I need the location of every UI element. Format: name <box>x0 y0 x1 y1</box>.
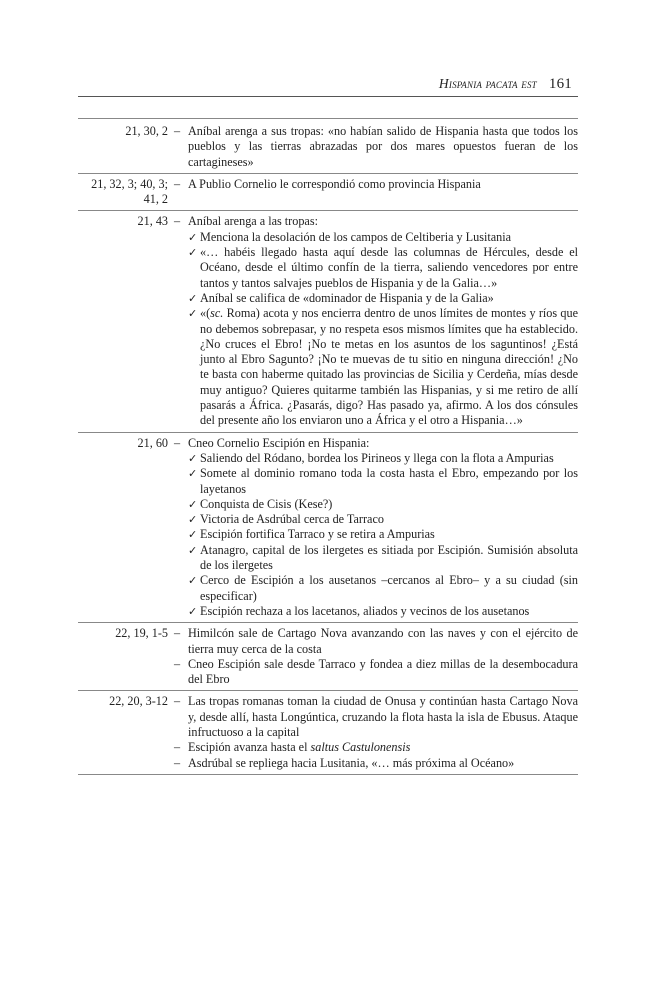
entry-text-run: Escipión rechaza a los lacetanos, aliados y vecinos de los ausetanos <box>200 603 530 618</box>
check-entry <box>174 512 578 527</box>
table-row <box>78 211 578 432</box>
entry-text <box>200 604 578 619</box>
dash-entry <box>174 756 578 771</box>
entry-text <box>200 291 578 306</box>
entry-body <box>174 626 578 687</box>
table-row <box>78 433 578 624</box>
chronology-table <box>78 121 578 775</box>
check-entry <box>174 573 578 604</box>
entry-text-run: Aníbal arenga a sus tropas: «no habían salido de Hispania hasta que todos los pueblos y las tierras abrazadas por dos mares opuestos fueran de los cartagineses» <box>188 124 578 169</box>
check-entry <box>174 451 578 466</box>
checkmark-icon: ✓ <box>188 467 198 481</box>
table-row <box>78 691 578 774</box>
dash-bullet: – <box>174 435 181 450</box>
entry-text <box>200 230 578 245</box>
entry-text-run: Cneo Cornelio Escipión en Hispania: <box>188 435 370 450</box>
entry-text-run: Roma) acota y nos encierra dentro de unos límites de montes y ríos que no debemos sobrepasar, y no respeta esos mismos límites que ha establecido. ¿No cruces el Ebro! ¡No te metas en los asuntos de los saguntinos! ¿Está junto al Ebro Sagunto? ¡No te muevas de tu sitio en ninguna dirección! ¿No te basta con haberme quitado las provincias de Sicilia y Cerdeña, mías desde muy antiguo? Quieres quitarme también las Hispanias, y si me retiro de allí pasarás a África. ¿Pasarás, digo? Has pasado ya, afirmo. A los dos cónsules del presente año los enviaron uno a África y el otro a Hispania…» <box>200 306 578 428</box>
entry-text-run: Aníbal se califica de «dominador de Hispania y de la Galia» <box>200 290 494 305</box>
entry-text-run: Somete al dominio romano toda la costa hasta el Ebro, empezando por los layetanos <box>200 466 578 496</box>
citation-ref: 21, 30, 2 <box>125 124 168 138</box>
dash-entry <box>174 626 578 657</box>
entry-text-run: Escipión fortifica Tarraco y se retira a Ampurias <box>200 527 435 542</box>
page-number: 161 <box>548 76 572 92</box>
checkmark-icon: ✓ <box>188 543 198 557</box>
entry-text <box>200 543 578 574</box>
checkmark-icon: ✓ <box>188 513 198 527</box>
entry-text <box>188 657 578 688</box>
check-entry <box>174 306 578 428</box>
entry-text-run: Menciona la desolación de los campos de Celtiberia y Lusitania <box>200 229 512 244</box>
checkmark-icon: ✓ <box>188 246 198 260</box>
entry-text-run: Conquista de Cisis (Kese?) <box>200 496 333 511</box>
check-entry <box>174 604 578 619</box>
entry-text-run: «… habéis llegado hasta aquí desde las columnas de Hércules, desde el Océano, desde el último confín de la tierra, saliendo vencedores por entre tantos y tantos salvajes pueblos de Hispania y de la Galia…» <box>200 245 578 290</box>
entry-text <box>200 497 578 512</box>
entry-text-run: Himilcón sale de Cartago Nova avanzando con las naves y con el ejército de tierra muy cerca de la costa <box>188 626 578 656</box>
check-entry <box>174 291 578 306</box>
entry-text <box>200 466 578 497</box>
check-entry <box>174 245 578 291</box>
entry-text-run: Aníbal arenga a las tropas: <box>188 214 318 229</box>
entry-text <box>200 573 578 604</box>
dash-bullet: – <box>174 214 181 229</box>
entry-text <box>188 694 578 740</box>
italic-term: sc. <box>210 306 224 321</box>
check-entry <box>174 543 578 574</box>
entry-text <box>200 512 578 527</box>
header-rule <box>78 96 578 97</box>
entry-body <box>174 694 578 770</box>
checkmark-icon: ✓ <box>188 528 198 542</box>
table-row <box>78 623 578 691</box>
entry-body <box>174 214 578 428</box>
checkmark-icon: ✓ <box>188 291 198 305</box>
check-entry <box>174 466 578 497</box>
entry-text <box>188 436 578 451</box>
entry-text <box>200 245 578 291</box>
entry-text <box>188 740 578 755</box>
dash-entry <box>174 214 578 229</box>
dash-entry <box>174 436 578 451</box>
running-header <box>439 76 572 93</box>
entry-text <box>188 214 578 229</box>
checkmark-icon: ✓ <box>188 604 198 618</box>
entry-text-run: Victoria de Asdrúbal cerca de Tarraco <box>200 512 384 527</box>
entry-text-run: Escipión avanza hasta el <box>188 740 311 755</box>
dash-entry <box>174 177 578 192</box>
dash-bullet: – <box>174 626 181 641</box>
entry-text-run: A Publio Cornelio le correspondió como provincia Hispania <box>188 176 481 191</box>
dash-entry <box>174 124 578 170</box>
check-entry <box>174 497 578 512</box>
entry-text-run: Cerco de Escipión a los ausetanos –cercanos al Ebro– y a su ciudad (sin especificar) <box>200 573 578 603</box>
dash-entry <box>174 740 578 755</box>
entry-text <box>188 756 578 771</box>
entry-text <box>188 177 578 192</box>
dash-bullet: – <box>174 656 181 671</box>
check-entry <box>174 527 578 542</box>
entry-text <box>200 451 578 466</box>
table-top-rule <box>78 118 578 119</box>
entry-text-run: Las tropas romanas toman la ciudad de Onusa y continúan hasta Cartago Nova y, desde allí, hasta Longúntica, cruzando la flota hasta la isla de Ebusus. Ataque infructuoso a la capital <box>188 694 578 739</box>
entry-text <box>200 527 578 542</box>
entry-text <box>188 124 578 170</box>
table-row <box>78 174 578 212</box>
entry-body <box>174 177 578 208</box>
check-entry <box>174 230 578 245</box>
entry-text-run: Atanagro, capital de los ilergetes es sitiada por Escipión. Sumisión absoluta de los ilergetes <box>200 542 578 573</box>
entry-text <box>188 626 578 657</box>
entry-text-run: Cneo Escipión sale desde Tarraco y fondea a diez millas de la desembocadura del Ebro <box>188 656 578 687</box>
dash-bullet: – <box>174 694 181 709</box>
table-row <box>78 121 578 174</box>
entry-body <box>174 124 578 170</box>
checkmark-icon: ✓ <box>188 307 198 321</box>
dash-entry <box>174 657 578 688</box>
entry-text-run: «( <box>200 306 211 321</box>
citation-ref: 22, 20, 3-12 <box>109 694 168 709</box>
italic-term: saltus Castulonensis <box>310 740 411 755</box>
citation-ref: 22, 19, 1-5 <box>115 626 168 641</box>
citation-ref: 21, 32, 3; 40, 3; 41, 2 <box>91 176 168 207</box>
entry-text-run: Saliendo del Ródano, bordea los Pirineos y llega con la flota a Ampurias <box>200 450 554 465</box>
checkmark-icon: ✓ <box>188 230 198 244</box>
checkmark-icon: ✓ <box>188 574 198 588</box>
dash-bullet: – <box>174 740 181 755</box>
dash-bullet: – <box>174 124 181 138</box>
dash-bullet: – <box>174 176 181 191</box>
citation-ref: 21, 60 <box>137 435 168 450</box>
checkmark-icon: ✓ <box>188 497 198 511</box>
dash-bullet: – <box>174 755 181 770</box>
entry-text-run: Asdrúbal se repliega hacia Lusitania, «… más próxima al Océano» <box>188 755 515 770</box>
entry-body <box>174 436 578 620</box>
checkmark-icon: ✓ <box>188 451 198 465</box>
entry-text <box>200 306 578 428</box>
running-title: Hispania pacata est <box>438 76 537 91</box>
dash-entry <box>174 694 578 740</box>
citation-ref: 21, 43 <box>137 214 168 229</box>
